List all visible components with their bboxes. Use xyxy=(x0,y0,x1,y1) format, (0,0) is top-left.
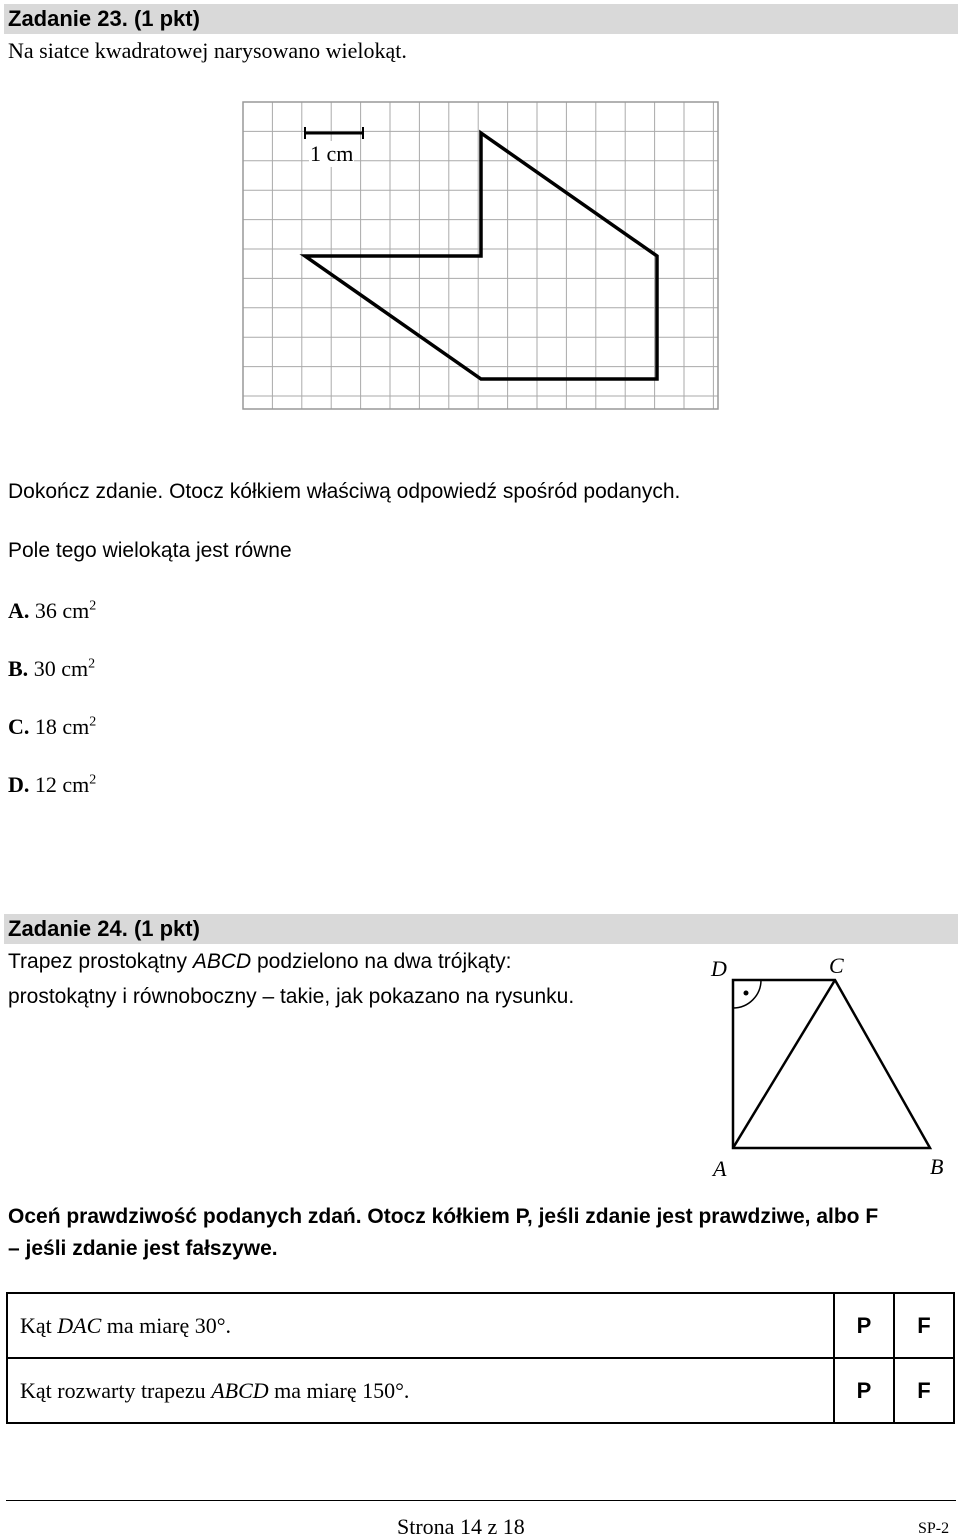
task23-instruction: Dokończ zdanie. Otocz kółkiem właściwą odpowiedź spośród podanych. xyxy=(8,480,681,503)
diagonal-ac xyxy=(733,980,835,1148)
footer-divider xyxy=(6,1500,956,1501)
scale-label: 1 cm xyxy=(310,141,354,166)
option-b[interactable] xyxy=(8,656,95,682)
trapezoid-figure xyxy=(700,950,960,1190)
statement-1: Kąt DAC ma miarę 30°. xyxy=(7,1293,834,1358)
statement-2: Kąt rozwarty trapezu ABCD ma miarę 150°. xyxy=(7,1358,834,1423)
option-c[interactable] xyxy=(8,714,96,740)
option-letter: C. xyxy=(8,714,30,739)
option-exponent: 2 xyxy=(89,772,97,788)
task24-intro-line1: Trapez prostokątny ABCD podzielono na dwa trójkąty: xyxy=(8,950,512,973)
scale-bar xyxy=(305,127,363,139)
trapezoid-outline xyxy=(733,980,930,1148)
option-letter: A. xyxy=(8,598,30,623)
option-value: 30 cm xyxy=(33,656,89,681)
option-value: 12 cm xyxy=(34,772,90,797)
task24-instruction-line2: – jeśli zdanie jest fałszywe. xyxy=(8,1237,278,1260)
polygon-grid-figure xyxy=(0,0,960,420)
answer-f-1[interactable]: F xyxy=(894,1293,954,1358)
exam-code: SP-2 xyxy=(918,1520,950,1537)
vertex-label-a: A xyxy=(713,1156,727,1181)
option-letter: B. xyxy=(8,656,29,681)
polygon-shape xyxy=(305,133,657,379)
option-exponent: 2 xyxy=(89,714,97,730)
task23-title: Zadanie 23. (1 pkt) xyxy=(8,6,200,31)
answer-p-2[interactable]: P xyxy=(834,1358,894,1423)
option-value: 18 cm xyxy=(34,714,90,739)
option-value: 36 cm xyxy=(34,598,90,623)
right-angle-dot xyxy=(744,991,749,996)
vertex-label-c: C xyxy=(829,953,844,978)
option-exponent: 2 xyxy=(89,598,97,614)
task24-title: Zadanie 24. (1 pkt) xyxy=(8,916,200,941)
true-false-table xyxy=(6,1292,955,1424)
answer-f-2[interactable]: F xyxy=(894,1358,954,1423)
vertex-label-d: D xyxy=(711,956,727,981)
option-d[interactable] xyxy=(8,772,96,798)
option-letter: D. xyxy=(8,772,30,797)
task23-intro: Na siatce kwadratowej narysowano wielokąt. xyxy=(8,38,407,63)
task24-instruction-line1: Oceń prawdziwość podanych zdań. Otocz kółkiem P, jeśli zdanie jest prawdziwe, albo F xyxy=(8,1205,879,1228)
page-number: Strona 14 z 18 xyxy=(397,1514,525,1539)
table-row xyxy=(7,1293,954,1358)
option-a[interactable] xyxy=(8,598,96,624)
answer-p-1[interactable]: P xyxy=(834,1293,894,1358)
task24-intro-line2: prostokątny i równoboczny – takie, jak pokazano na rysunku. xyxy=(8,985,575,1008)
table-row xyxy=(7,1358,954,1423)
trapezoid-name: ABCD xyxy=(192,950,252,973)
vertex-label-b: B xyxy=(930,1154,944,1179)
task23-question: Pole tego wielokąta jest równe xyxy=(8,539,292,562)
option-exponent: 2 xyxy=(88,656,96,672)
